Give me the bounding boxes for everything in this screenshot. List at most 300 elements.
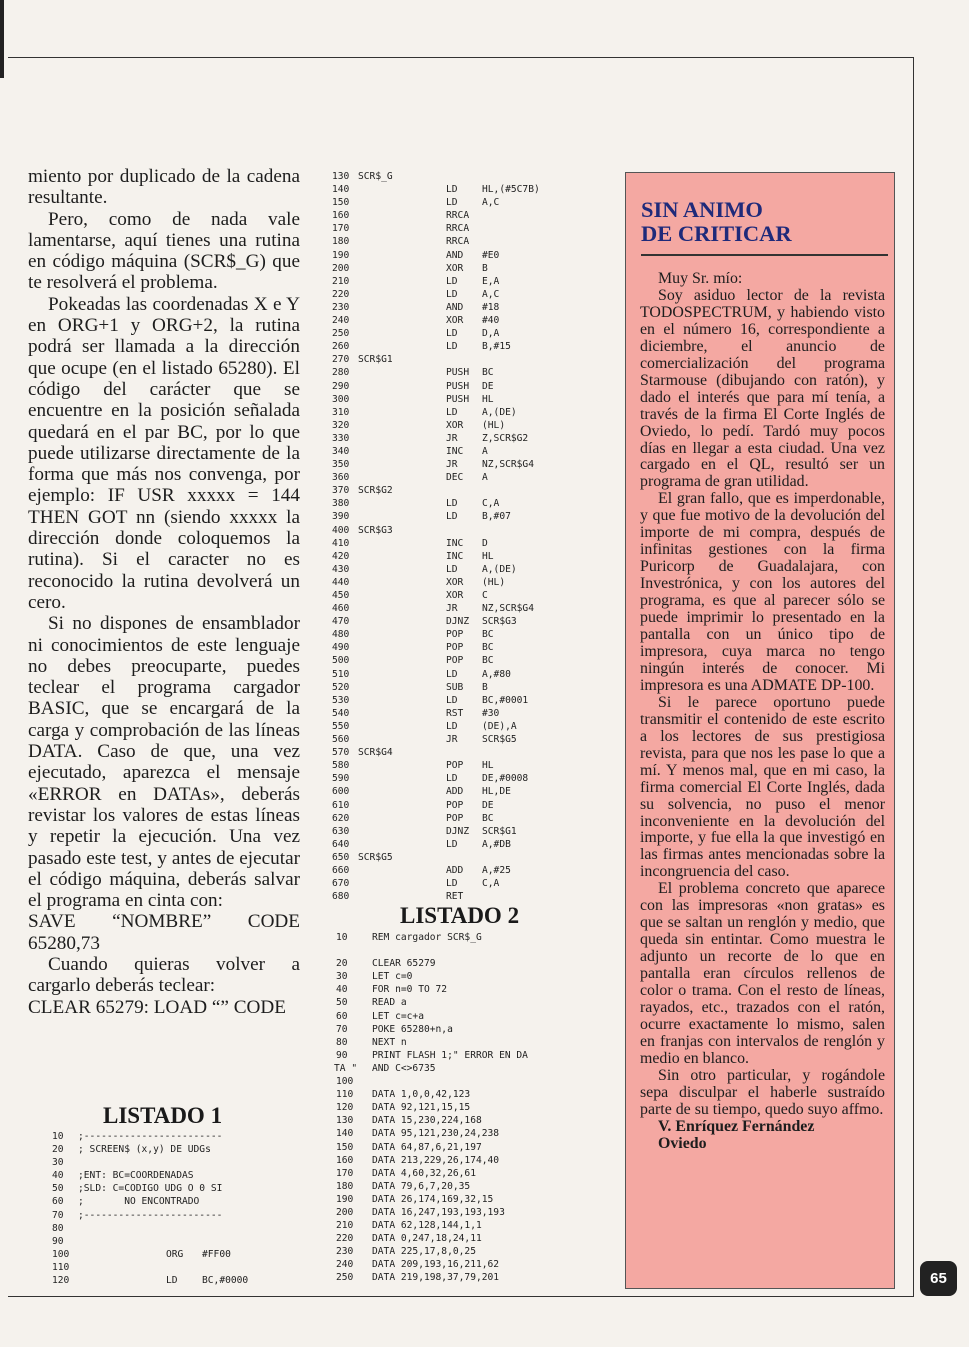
code-line — [332, 235, 582, 248]
code-line — [336, 983, 596, 996]
code-statement: DATA 62,128,144,1,1 — [372, 1220, 482, 1232]
code-operand: HL — [482, 393, 494, 405]
code-operand: A,#DB — [482, 838, 511, 850]
code-line — [336, 1232, 596, 1245]
line-number: 190 — [332, 249, 350, 261]
code-mnemonic: RRCA — [446, 236, 470, 248]
line-number: 20 — [336, 958, 348, 970]
code-statement: LET c=c+a — [372, 1010, 424, 1022]
code-line — [52, 1143, 302, 1156]
code-mnemonic: POP — [446, 760, 464, 772]
line-number: 30 — [52, 1157, 64, 1169]
line-number: 210 — [332, 275, 350, 287]
code-line — [336, 1114, 596, 1127]
code-line — [332, 720, 582, 733]
code-operand: #18 — [482, 301, 500, 313]
code-operand: DE,#0008 — [482, 773, 529, 785]
line-number: 550 — [332, 720, 350, 732]
code-mnemonic: LD — [446, 668, 458, 680]
code-mnemonic: POP — [446, 799, 464, 811]
line-number: 500 — [332, 655, 350, 667]
code-mnemonic: JR — [446, 734, 458, 746]
line-number: 650 — [332, 851, 350, 863]
code-operand: A,(DE) — [482, 563, 517, 575]
code-mnemonic: JR — [446, 459, 458, 471]
code-statement: POKE 65280+n,a — [372, 1023, 453, 1035]
line-number: 110 — [336, 1089, 354, 1101]
line-number: 290 — [332, 380, 350, 392]
line-number: 30 — [336, 971, 348, 983]
code-mnemonic: POP — [446, 655, 464, 667]
code-operand: A,C — [482, 288, 500, 300]
code-line — [336, 1206, 596, 1219]
line-number: 380 — [332, 498, 350, 510]
line-number: 400 — [332, 524, 350, 536]
letter-title-line2: DE CRITICAR — [641, 221, 792, 246]
code-operand: SCR$G5 — [482, 734, 517, 746]
code-mnemonic: DJNZ — [446, 616, 470, 628]
frame-rule-bottom — [8, 1296, 914, 1297]
code-label: ;ENT: BC=COORDENADAS — [78, 1170, 194, 1182]
code-line — [332, 393, 582, 406]
code-statement: READ a — [372, 997, 407, 1009]
code-operand: C,A — [482, 878, 500, 890]
code-operand: BC — [482, 655, 494, 667]
code-line — [332, 602, 582, 615]
line-number: 230 — [332, 301, 350, 313]
line-number: 20 — [52, 1144, 64, 1156]
code-line — [332, 733, 582, 746]
code-line — [332, 877, 582, 890]
code-statement: DATA 15,230,224,168 — [372, 1115, 482, 1127]
code-line — [332, 851, 582, 864]
code-label: SCR$G3 — [358, 524, 393, 536]
code-label: SCR$G1 — [358, 354, 393, 366]
code-label: ;SLD: C=CODIGO UDG O 0 SI — [78, 1183, 223, 1195]
code-mnemonic: PUSH — [446, 393, 470, 405]
code-line — [332, 406, 582, 419]
line-number: 60 — [336, 1010, 348, 1022]
code-line — [332, 510, 582, 523]
code-operand: B,#07 — [482, 511, 511, 523]
line-number: 270 — [332, 354, 350, 366]
code-operand: SCR$G1 — [482, 825, 517, 837]
code-mnemonic: JR — [446, 432, 458, 444]
line-number: 110 — [52, 1261, 70, 1273]
code-line — [336, 1219, 596, 1232]
code-line — [336, 1271, 596, 1284]
line-number: 200 — [336, 1206, 354, 1218]
code-line — [332, 890, 582, 903]
code-mnemonic: LD — [446, 288, 458, 300]
code-line — [332, 419, 582, 432]
line-number: 450 — [332, 590, 350, 601]
code-line — [332, 288, 582, 301]
line-number: 130 — [336, 1115, 354, 1127]
code-line — [52, 1195, 302, 1208]
code-operand: (HL) — [482, 576, 506, 588]
article-paragraph: miento por duplicado de la cadena resultante. — [28, 166, 300, 209]
code-line — [336, 1127, 596, 1140]
code-line — [332, 183, 582, 196]
line-number: 320 — [332, 419, 350, 431]
code-line — [52, 1182, 302, 1195]
code-mnemonic: LD — [446, 328, 458, 340]
line-number: 430 — [332, 563, 350, 575]
line-number: 360 — [332, 472, 350, 484]
line-number: 50 — [52, 1183, 64, 1195]
code-operand: A,C — [482, 197, 500, 209]
code-statement: DATA 4,60,32,26,61 — [372, 1167, 476, 1179]
code-line — [336, 931, 596, 944]
code-mnemonic: DJNZ — [446, 825, 470, 837]
line-number: 90 — [52, 1235, 64, 1247]
code-line — [336, 970, 596, 983]
line-number: 190 — [336, 1193, 354, 1205]
code-line — [332, 497, 582, 510]
line-number: 150 — [332, 197, 350, 209]
line-number: 620 — [332, 812, 350, 824]
code-operand: A,#80 — [482, 668, 511, 680]
code-line — [332, 432, 582, 445]
code-line — [336, 1049, 596, 1062]
code-statement: DATA 219,198,37,79,201 — [372, 1272, 500, 1284]
letter-greeting: Muy Sr. mío: — [658, 270, 743, 287]
code-line — [332, 222, 582, 235]
code-operand: BC — [482, 642, 494, 654]
code-line — [332, 589, 582, 602]
code-line — [336, 944, 596, 957]
line-number: 640 — [332, 838, 350, 850]
line-number: 480 — [332, 629, 350, 641]
code-line — [332, 314, 582, 327]
line-number: 390 — [332, 511, 350, 523]
line-number: 80 — [52, 1222, 64, 1234]
code-line — [336, 1193, 596, 1206]
code-operand: #E0 — [482, 249, 500, 261]
line-number: 660 — [332, 864, 350, 876]
code-operand: (DE),A — [482, 720, 517, 732]
code-mnemonic: ADD — [446, 864, 464, 876]
line-number: 540 — [332, 707, 350, 719]
code-mnemonic: LD — [446, 406, 458, 418]
code-mnemonic: LD — [446, 275, 458, 287]
code-mnemonic: LD — [446, 773, 458, 785]
code-line — [332, 799, 582, 812]
code-statement: DATA 1,0,0,42,123 — [372, 1089, 471, 1101]
article-paragraph: Cuando quieras volver a cargarlo deberás teclear: — [28, 953, 300, 997]
code-statement: DATA 0,247,18,24,11 — [372, 1233, 482, 1245]
code-line — [332, 668, 582, 681]
code-mnemonic: RRCA — [446, 210, 470, 222]
line-number: 250 — [332, 328, 350, 340]
code-line — [336, 1023, 596, 1036]
code-line — [52, 1235, 302, 1248]
code-line — [336, 1088, 596, 1101]
code-line — [332, 812, 582, 825]
code-line — [336, 996, 596, 1009]
line-number: 410 — [332, 537, 350, 549]
line-number: 370 — [332, 485, 350, 497]
code-line — [336, 1101, 596, 1114]
code-line — [332, 550, 582, 563]
code-operand: SCR$G3 — [482, 616, 517, 628]
line-number: 160 — [336, 1154, 354, 1166]
code-line — [336, 1258, 596, 1271]
code-line — [332, 838, 582, 851]
code-line — [332, 759, 582, 772]
code-line — [332, 340, 582, 353]
line-number: 310 — [332, 406, 350, 418]
line-number: 610 — [332, 799, 350, 811]
code-statement: DATA 213,229,26,174,40 — [372, 1154, 500, 1166]
code-line — [332, 681, 582, 694]
line-number: 460 — [332, 603, 350, 615]
code-operand: HL,DE — [482, 786, 511, 798]
code-line — [332, 772, 582, 785]
code-mnemonic: AND — [446, 301, 464, 313]
line-number: 440 — [332, 576, 350, 588]
code-mnemonic: POP — [446, 629, 464, 641]
code-operand: BC — [482, 367, 494, 379]
code-statement: DATA 79,6,7,20,35 — [372, 1180, 471, 1192]
code-line — [52, 1261, 302, 1274]
code-label: SCR$G4 — [358, 747, 393, 759]
code-mnemonic: XOR — [446, 262, 464, 274]
line-number: 130 — [332, 171, 350, 182]
code-line — [336, 957, 596, 970]
code-mnemonic: JR — [446, 603, 458, 615]
line-number: 170 — [336, 1167, 354, 1179]
line-number: 180 — [332, 236, 350, 248]
letter-paragraph: El problema concreto que aparece con las impresoras «non gratas» es que se saltan un renglón y medio, que queda sin entintar. Como muestra le adjunto un recorte de lo que en pantalla eran círculos rellenos de color o trama. Con el resto de líneas, rayados, etc., trazados con el ratón, ocurre exactamente lo mismo, salen en franjas con intervalos de renglón y medio en blanco. — [640, 880, 885, 1067]
code-line — [332, 537, 582, 550]
line-number: 340 — [332, 445, 350, 457]
line-number: TA " — [334, 1062, 358, 1074]
binding-edge — [0, 0, 4, 78]
line-number: 140 — [332, 184, 350, 196]
code-line — [52, 1169, 302, 1182]
code-line — [336, 1245, 596, 1258]
code-operand: HL — [482, 550, 494, 562]
letter-paragraph: El gran fallo, que es imperdonable, y que fue motivo de la devolución del importe de mi compra, después de infinitas gestiones con la firma Puricorp de Guadalajara, con Investrónica, y con los autores del programa, es que al parecer sólo se puede imprimir lo presentado en la pantalla con un único tipo de impresora, cuya marca no tengo ningún interés de conocer. Mi impresora es una ADMATE DP-100. — [640, 490, 885, 694]
code-operand: C — [482, 590, 488, 601]
code-statement: AND C<>6735 — [372, 1062, 436, 1074]
article-column — [28, 166, 300, 1018]
listado2-title: LISTADO 2 — [400, 903, 520, 928]
line-number: 60 — [52, 1196, 64, 1208]
code-statement: DATA 26,174,169,32,15 — [372, 1193, 494, 1205]
line-number: 300 — [332, 393, 350, 405]
code-mnemonic: LD — [446, 184, 458, 196]
code-statement: DATA 95,121,230,24,238 — [372, 1128, 500, 1140]
code-operand: D — [482, 537, 488, 549]
line-number: 80 — [336, 1036, 348, 1048]
code-mnemonic: SUB — [446, 681, 464, 693]
code-line — [52, 1248, 302, 1261]
code-mnemonic: RRCA — [446, 223, 470, 235]
code-operand: HL — [482, 760, 494, 772]
line-number: 90 — [336, 1049, 348, 1061]
code-mnemonic: LD — [446, 878, 458, 890]
code-line — [332, 380, 582, 393]
code-line — [332, 641, 582, 654]
code-operand: BC — [482, 629, 494, 641]
code-statement: FOR n=0 TO 72 — [372, 984, 448, 996]
code-line — [332, 327, 582, 340]
page-number: 65 — [920, 1261, 957, 1296]
code-line — [52, 1222, 302, 1235]
code-line — [332, 196, 582, 209]
code-line — [336, 1010, 596, 1023]
code-line — [52, 1156, 302, 1169]
listado1-code-part1 — [52, 1130, 302, 1287]
code-line — [52, 1209, 302, 1222]
line-number: 50 — [336, 997, 348, 1009]
code-line — [332, 458, 582, 471]
line-number: 470 — [332, 616, 350, 628]
line-number: 260 — [332, 341, 350, 353]
code-line — [332, 654, 582, 667]
line-number: 280 — [332, 367, 350, 379]
line-number: 240 — [336, 1259, 354, 1271]
code-mnemonic: LD — [446, 498, 458, 510]
line-number: 490 — [332, 642, 350, 654]
line-number: 590 — [332, 773, 350, 785]
code-mnemonic: AND — [446, 249, 464, 261]
line-number: 580 — [332, 760, 350, 772]
letter-signature: V. Enríquez Fernández — [658, 1117, 815, 1135]
line-number: 140 — [336, 1128, 354, 1140]
line-number: 330 — [332, 432, 350, 444]
line-number: 420 — [332, 550, 350, 562]
listado1-code-part2 — [332, 170, 582, 903]
code-mnemonic: XOR — [446, 419, 464, 431]
line-number: 10 — [52, 1131, 64, 1142]
line-number: 10 — [336, 932, 348, 943]
frame-rule-right — [913, 57, 914, 1297]
code-label: SCR$G5 — [358, 851, 393, 863]
code-label: SCR$G2 — [358, 485, 393, 497]
line-number: 630 — [332, 825, 350, 837]
code-operand: BC,#0001 — [482, 694, 529, 706]
code-mnemonic: LD — [446, 694, 458, 706]
letter-body — [640, 271, 885, 1153]
listado1-title: LISTADO 1 — [103, 1103, 223, 1128]
line-number: 510 — [332, 668, 350, 680]
line-number: 250 — [336, 1272, 354, 1284]
line-number: 100 — [336, 1076, 354, 1088]
line-number: 160 — [332, 210, 350, 222]
code-mnemonic: POP — [446, 812, 464, 824]
code-line — [332, 170, 582, 183]
line-number: 70 — [336, 1023, 348, 1035]
code-operand: #FF00 — [202, 1248, 231, 1260]
code-line — [336, 1062, 596, 1075]
code-mnemonic: POP — [446, 642, 464, 654]
line-number: 150 — [336, 1141, 354, 1153]
code-label: SCR$_G — [358, 171, 393, 182]
code-operand: A,#25 — [482, 864, 511, 876]
code-line — [332, 484, 582, 497]
letter-title-rule — [641, 254, 888, 256]
line-number: 230 — [336, 1246, 354, 1258]
code-operand: A — [482, 445, 488, 457]
code-line — [332, 366, 582, 379]
line-number: 560 — [332, 734, 350, 746]
article-paragraph: Si no dispones de ensamblador ni conocimientos de este lenguaje no debes preocuparte, puedes teclear el programa cargador BASIC, que se encargará de la carga y comprobación de las líneas DATA. Caso de que, una vez ejecutado, aparezca el mensaje «ERROR en DATAs», deberás revistar los valores de estas líneas y repetir la ejecución. Una vez pasado este test, y antes de ejecutar el código máquina, deberás salvar el programa en cinta con: — [28, 613, 300, 912]
code-line — [332, 785, 582, 798]
code-mnemonic: LD — [446, 720, 458, 732]
code-statement: PRINT FLASH 1;" ERROR EN DA — [372, 1049, 528, 1061]
code-mnemonic: PUSH — [446, 380, 470, 392]
code-operand: B — [482, 262, 488, 274]
code-statement: CLEAR 65279 — [372, 958, 436, 970]
line-number: 570 — [332, 747, 350, 759]
code-label: ; NO ENCONTRADO — [78, 1196, 200, 1208]
code-mnemonic: LD — [166, 1275, 178, 1287]
code-operand: #30 — [482, 707, 500, 719]
code-line — [332, 249, 582, 262]
code-mnemonic: INC — [446, 445, 464, 457]
code-line — [332, 262, 582, 275]
code-statement: DATA 16,247,193,193,193 — [372, 1206, 505, 1218]
code-line — [336, 1075, 596, 1088]
code-mnemonic: ORG — [166, 1248, 184, 1260]
code-line — [332, 275, 582, 288]
code-operand: DE — [482, 799, 494, 811]
line-number: 40 — [52, 1170, 64, 1182]
code-mnemonic: DEC — [446, 472, 464, 484]
code-line — [332, 301, 582, 314]
line-number: 680 — [332, 891, 350, 903]
line-number: 180 — [336, 1180, 354, 1192]
code-mnemonic: RET — [446, 891, 464, 903]
code-mnemonic: LD — [446, 563, 458, 575]
code-operand: Z,SCR$G2 — [482, 432, 529, 444]
code-operand: B — [482, 681, 488, 693]
code-statement: DATA 92,121,15,15 — [372, 1102, 471, 1114]
article-paragraph: Pokeadas las coordenadas X e Y en ORG+1 y ORG+2, la rutina podrá ser llamada a la dirección que ocupe (en el listado 65280). El código del carácter que se encuentre en la posición señalada quedará en el par BC, por lo que puede utilizarse directamente de la forma que más nos convenga, por ejemplo: IF USR xxxxx = 144 THEN GOT nn (siendo xxxxx la dirección donde coloquemos la rutina). Si el caracter no es reconocido la rutina devolverá un cero. — [28, 293, 300, 613]
code-operand: A — [482, 472, 488, 484]
code-line — [336, 1154, 596, 1167]
letter-paragraph: Soy asiduo lector de la revista TODOSPECTRUM, y habiendo visto en el número 16, correspondiente a diciembre, el anuncio de comercialización del programa Starmouse (dibujando con ratón), y dado el interés que para mí tenía, a través de la firma El Corte Inglés de Oviedo, lo pedí. Tardó muy pocos días en llegar a esta ciudad. Una vez cargado en el QL, resultó ser un programa de gran utilidad. — [640, 286, 885, 491]
code-mnemonic: XOR — [446, 590, 464, 601]
code-operand: BC,#0000 — [202, 1275, 249, 1287]
frame-rule-top — [8, 57, 914, 58]
line-number: 120 — [52, 1275, 70, 1287]
line-number: 220 — [336, 1233, 354, 1245]
code-label: ; SCREEN$ (x,y) DE UDGs — [78, 1144, 211, 1156]
letter-title-line1: SIN ANIMO — [641, 197, 763, 222]
code-line — [332, 615, 582, 628]
code-mnemonic: LD — [446, 838, 458, 850]
line-number: 100 — [52, 1248, 70, 1260]
code-operand: NZ,SCR$G4 — [482, 459, 534, 471]
code-line — [332, 353, 582, 366]
code-line — [332, 864, 582, 877]
code-operand: B,#15 — [482, 341, 511, 353]
code-mnemonic: LD — [446, 341, 458, 353]
code-line — [332, 209, 582, 222]
code-mnemonic: XOR — [446, 576, 464, 588]
code-line — [332, 628, 582, 641]
code-line — [332, 524, 582, 537]
code-line — [332, 707, 582, 720]
article-paragraph: Pero, como de nada vale lamentarse, aquí tienes una rutina en código máquina (SCR$_G) que te resolverá el problema. — [28, 208, 300, 294]
letter-paragraph: Si le parece oportuno puede transmitir el contenido de este escrito a los lectores de sus prestigiosa revista, para que nos les pase lo que a mí. Y menos mal, que en mi caso, la firma comercial El Corte Inglés, dada su solvencia, no puso el menor inconveniente en la devolución del importe, y fue ella la que investigó en las firmas antes mencionadas sobre la incongruencia del caso. — [640, 693, 885, 881]
line-number: 40 — [336, 984, 348, 996]
